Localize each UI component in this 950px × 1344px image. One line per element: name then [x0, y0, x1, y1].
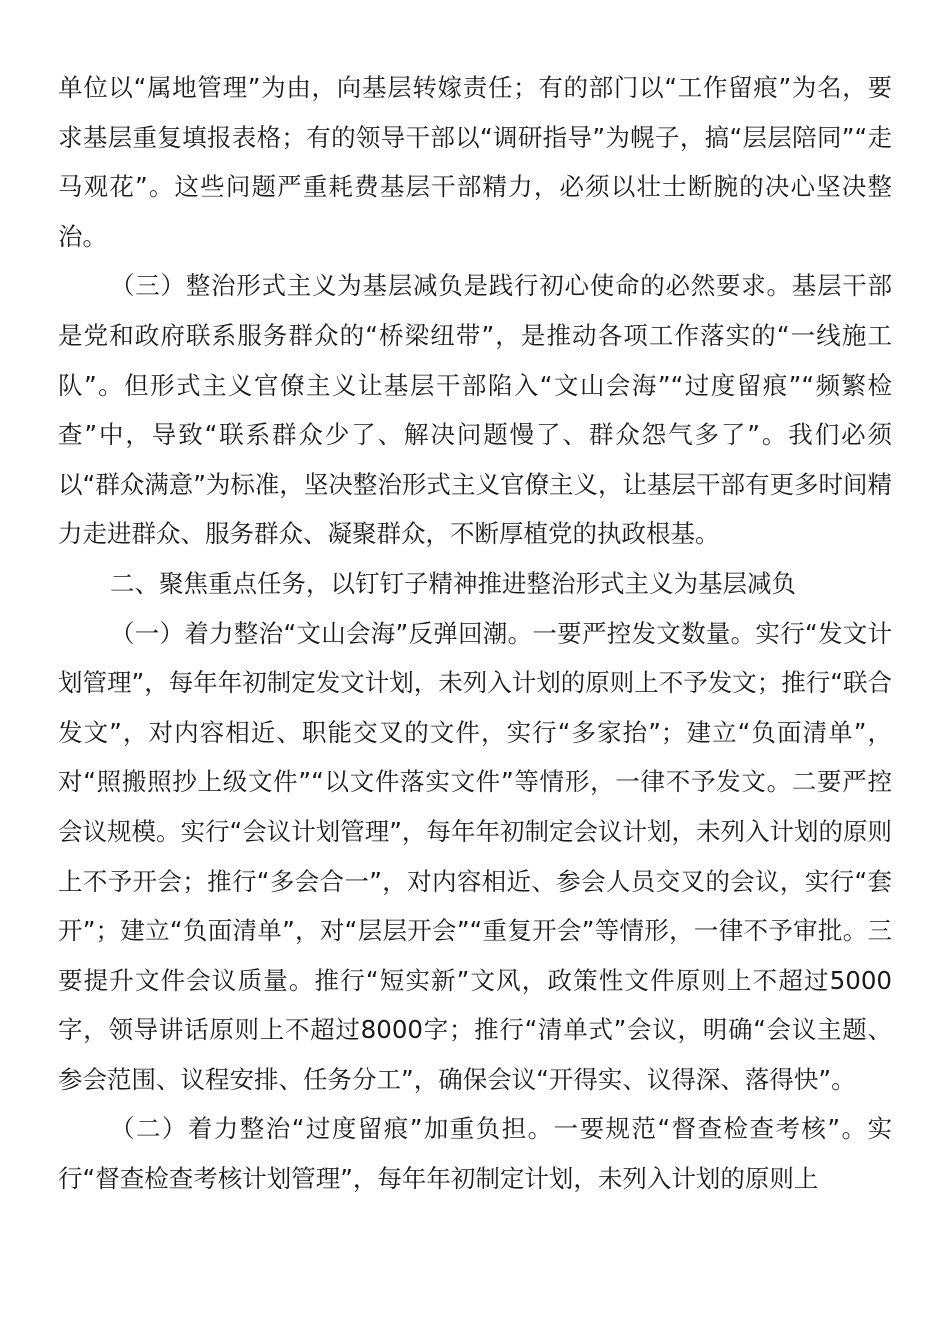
- paragraph-subsection-2: （二）着力整治“过度留痕”加重负担。一要规范“督查检查考核”。实行“督查检查考核计划管理”，每年年初制定计划，未列入计划的原则上: [58, 1114, 892, 1194]
- section-heading-2: 二、聚焦重点任务，以钉钉子精神推进整治形式主义为基层减负: [110, 568, 796, 598]
- paragraph-subsection-1: （一）着力整治“文山会海”反弹回潮。一要严控发文数量。实行“发文计划管理”，每年年初制定发文计划，未列入计划的原则上不予发文；推行“联合发文”，对内容相近、职能交叉的文件，实行“多家抬”；建立“负面清单”，对“照搬照抄上级文件”“以文件落实文件”等情形，一律不予发文。二要严控会议规模。实行“会议计划管理”，每年年初制定会议计划，未列入计划的原则上不予开会；推行“多会合一”，对内容相近、参会人员交叉的会议，实行“套开”；建立“负面清单”，对“层层开会”“重复开会”等情形，一律不予审批。三要提升文件会议质量。推行“短实新”文风，政策性文件原则上不超过5000字，领导讲话原则上不超过8000字；推行“清单式”会议，明确“会议主题、参会范围、议程安排、任务分工”，确保会议“开得实、议得深、落得快”。: [58, 618, 892, 1094]
- document-body: [58, 63, 892, 1204]
- paragraph-continuation: 单位以“属地管理”为由，向基层转嫁责任；有的部门以“工作留痕”为名，要求基层重复填报表格；有的领导干部以“调研指导”为幌子，搞“层层陪同”“走马观花”。这些问题严重耗费基层干部精力，必须以壮士断腕的决心坚决整治。: [58, 73, 892, 251]
- paragraph-section-3: （三）整治形式主义为基层减负是践行初心使命的必然要求。基层干部是党和政府联系服务群众的“桥梁纽带”，是推动各项工作落实的“一线施工队”。但形式主义官僚主义让基层干部陷入“文山会海”“过度留痕”“频繁检查”中，导致“联系群众少了、解决问题慢了、群众怨气多了”。我们必须以“群众满意”为标准，坚决整治形式主义官僚主义，让基层干部有更多时间精力走进群众、服务群众、凝聚群众，不断厚植党的执政根基。: [58, 271, 892, 549]
